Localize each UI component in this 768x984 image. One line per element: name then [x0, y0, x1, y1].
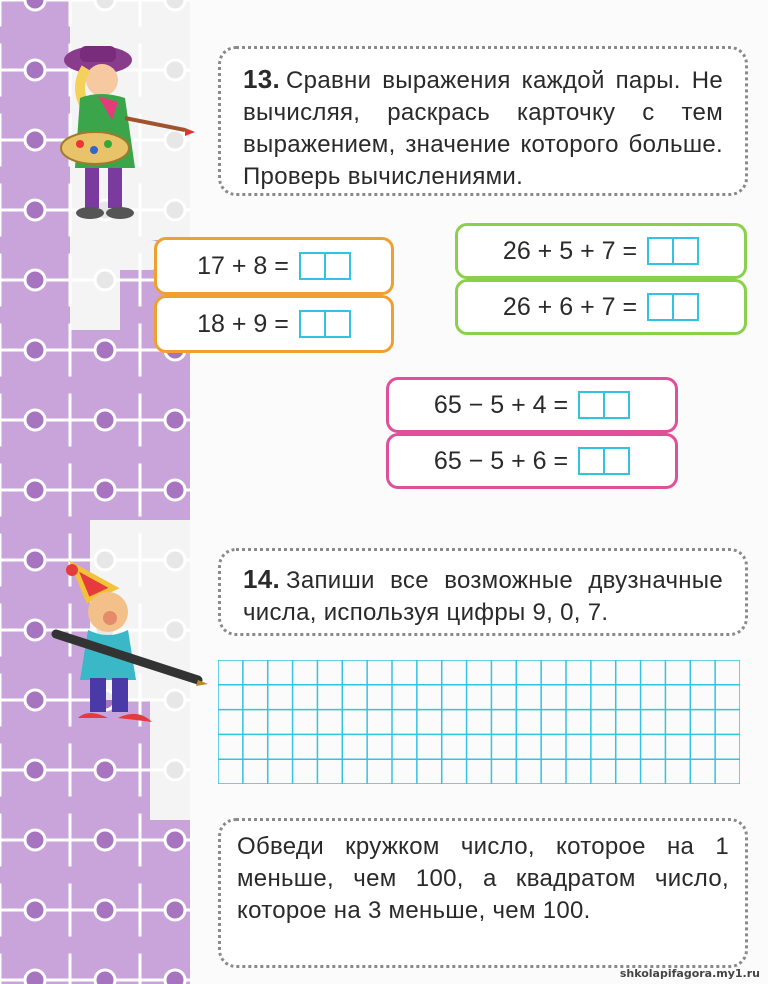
site-watermark: shkolapifagora.my1.ru — [619, 967, 760, 980]
expression-card-1[interactable] — [154, 237, 394, 295]
task-13-text: Сравни выражения каждой пары. Не вычисляя, раскрась карточку с тем выражением, значение которого больше. Проверь вычислениями. — [243, 67, 723, 190]
expression-text: 17 + 8 = — [197, 251, 289, 280]
answer-box[interactable] — [647, 293, 699, 321]
task-14-number: 14. — [243, 564, 281, 594]
gnome-with-pen-character — [48, 560, 208, 740]
answer-box[interactable] — [578, 391, 630, 419]
painter-character — [50, 38, 200, 228]
task-13-box — [218, 46, 748, 196]
expression-card-3[interactable] — [455, 223, 747, 279]
answer-box[interactable] — [299, 252, 351, 280]
writing-grid[interactable] — [218, 660, 740, 784]
expression-text: 26 + 5 + 7 = — [502, 236, 638, 265]
task-14-box — [218, 548, 748, 636]
expression-text: 65 − 5 + 6 = — [433, 446, 569, 475]
expression-card-2[interactable] — [154, 295, 394, 353]
answer-box[interactable] — [647, 237, 699, 265]
answer-box[interactable] — [299, 310, 351, 338]
task-13-number: 13. — [243, 64, 281, 94]
expression-card-6[interactable] — [386, 433, 678, 489]
task-15-text: Обведи кружком число, которое на 1 меньше, чем 100, а квадратом число, которое на 3 меньше, чем 100. — [237, 833, 729, 924]
task-14-text: Запиши все возможные двузначные числа, используя цифры 9, 0, 7. — [243, 567, 723, 626]
expression-card-4[interactable] — [455, 279, 747, 335]
expression-card-5[interactable] — [386, 377, 678, 433]
expression-text: 18 + 9 = — [197, 309, 289, 338]
expression-text: 26 + 6 + 7 = — [502, 292, 638, 321]
task-15-box — [218, 818, 748, 968]
expression-text: 65 − 5 + 4 = — [433, 390, 569, 419]
answer-box[interactable] — [578, 447, 630, 475]
